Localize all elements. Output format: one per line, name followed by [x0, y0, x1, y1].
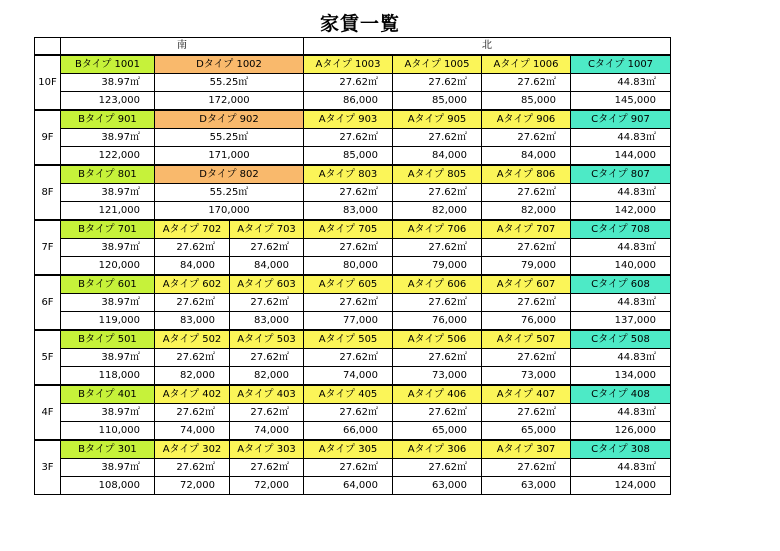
unit-label-cell: Aタイプ 403: [230, 385, 304, 404]
unit-rent-cell: 82,000: [482, 202, 571, 221]
region-south-label: 南: [61, 38, 304, 56]
unit-rent-cell: 65,000: [482, 422, 571, 441]
unit-rent-cell: 66,000: [304, 422, 393, 441]
floor-row-rent: [35, 202, 671, 221]
unit-label-cell: Aタイプ 703: [230, 220, 304, 239]
unit-label-cell: Bタイプ 601: [61, 275, 155, 294]
unit-rent-cell: 83,000: [304, 202, 393, 221]
region-north-label: 北: [304, 38, 671, 56]
unit-label-cell: Cタイプ 408: [571, 385, 671, 404]
unit-label-cell: Bタイプ 501: [61, 330, 155, 349]
floor-row-rent: [35, 312, 671, 331]
unit-area-cell: 44.83㎡: [571, 349, 671, 367]
unit-rent-cell: 83,000: [155, 312, 230, 331]
unit-label-cell: Cタイプ 807: [571, 165, 671, 184]
unit-label-cell: Aタイプ 406: [393, 385, 482, 404]
unit-area-cell: 27.62㎡: [230, 294, 304, 312]
floor-row-label: [35, 220, 671, 239]
unit-rent-cell: 110,000: [61, 422, 155, 441]
floor-row-label: [35, 165, 671, 184]
unit-label-cell: Bタイプ 1001: [61, 55, 155, 74]
unit-label-cell: Aタイプ 706: [393, 220, 482, 239]
unit-area-cell: 27.62㎡: [155, 404, 230, 422]
unit-rent-cell: 73,000: [482, 367, 571, 386]
unit-rent-cell: 63,000: [393, 477, 482, 495]
unit-area-cell: 27.62㎡: [482, 459, 571, 477]
unit-area-cell: 55.25㎡: [155, 129, 304, 147]
unit-rent-cell: 74,000: [230, 422, 304, 441]
unit-rent-cell: 72,000: [230, 477, 304, 495]
unit-label-cell: Aタイプ 502: [155, 330, 230, 349]
floor-row-area: [35, 459, 671, 477]
floor-row-area: [35, 184, 671, 202]
unit-label-cell: Aタイプ 305: [304, 440, 393, 459]
unit-label-cell: Cタイプ 907: [571, 110, 671, 129]
unit-area-cell: 38.97㎡: [61, 239, 155, 257]
unit-rent-cell: 85,000: [304, 147, 393, 166]
unit-area-cell: 27.62㎡: [482, 239, 571, 257]
floor-label: 9F: [35, 110, 61, 165]
floor-row-rent: [35, 367, 671, 386]
unit-label-cell: Bタイプ 301: [61, 440, 155, 459]
unit-label-cell: Bタイプ 901: [61, 110, 155, 129]
unit-rent-cell: 126,000: [571, 422, 671, 441]
unit-area-cell: 38.97㎡: [61, 74, 155, 92]
unit-area-cell: 27.62㎡: [304, 404, 393, 422]
unit-label-cell: Aタイプ 503: [230, 330, 304, 349]
unit-label-cell: Cタイプ 1007: [571, 55, 671, 74]
unit-label-cell: Aタイプ 302: [155, 440, 230, 459]
unit-label-cell: Aタイプ 607: [482, 275, 571, 294]
unit-area-cell: 27.62㎡: [393, 349, 482, 367]
unit-area-cell: 38.97㎡: [61, 184, 155, 202]
unit-label-cell: Aタイプ 906: [482, 110, 571, 129]
unit-label-cell: Dタイプ 902: [155, 110, 304, 129]
unit-area-cell: 27.62㎡: [482, 184, 571, 202]
unit-rent-cell: 85,000: [393, 92, 482, 111]
unit-label-cell: Dタイプ 1002: [155, 55, 304, 74]
unit-area-cell: 38.97㎡: [61, 294, 155, 312]
unit-area-cell: 38.97㎡: [61, 404, 155, 422]
unit-rent-cell: 65,000: [393, 422, 482, 441]
unit-rent-cell: 77,000: [304, 312, 393, 331]
unit-rent-cell: 63,000: [482, 477, 571, 495]
unit-rent-cell: 84,000: [482, 147, 571, 166]
floor-label: 3F: [35, 440, 61, 495]
unit-area-cell: 44.83㎡: [571, 129, 671, 147]
rent-table: [34, 37, 671, 495]
unit-rent-cell: 84,000: [230, 257, 304, 276]
unit-area-cell: 27.62㎡: [155, 349, 230, 367]
floor-row-rent: [35, 477, 671, 495]
unit-area-cell: 27.62㎡: [393, 239, 482, 257]
floor-label: 6F: [35, 275, 61, 330]
unit-area-cell: 27.62㎡: [304, 74, 393, 92]
unit-rent-cell: 76,000: [393, 312, 482, 331]
unit-rent-cell: 137,000: [571, 312, 671, 331]
unit-area-cell: 44.83㎡: [571, 239, 671, 257]
unit-rent-cell: 74,000: [155, 422, 230, 441]
unit-rent-cell: 64,000: [304, 477, 393, 495]
unit-label-cell: Aタイプ 605: [304, 275, 393, 294]
unit-rent-cell: 144,000: [571, 147, 671, 166]
unit-rent-cell: 82,000: [155, 367, 230, 386]
floor-row-area: [35, 404, 671, 422]
unit-rent-cell: 84,000: [393, 147, 482, 166]
unit-label-cell: Bタイプ 401: [61, 385, 155, 404]
unit-label-cell: Aタイプ 507: [482, 330, 571, 349]
unit-area-cell: 44.83㎡: [571, 294, 671, 312]
unit-area-cell: 27.62㎡: [393, 294, 482, 312]
unit-label-cell: Aタイプ 707: [482, 220, 571, 239]
page-title: 家賃一覧: [319, 13, 400, 35]
floor-row-rent: [35, 257, 671, 276]
floor-label: 4F: [35, 385, 61, 440]
unit-rent-cell: 74,000: [304, 367, 393, 386]
unit-rent-cell: 85,000: [482, 92, 571, 111]
unit-rent-cell: 120,000: [61, 257, 155, 276]
unit-label-cell: Aタイプ 1003: [304, 55, 393, 74]
unit-label-cell: Aタイプ 1006: [482, 55, 571, 74]
unit-area-cell: 27.62㎡: [155, 459, 230, 477]
unit-area-cell: 27.62㎡: [482, 404, 571, 422]
unit-label-cell: Aタイプ 505: [304, 330, 393, 349]
unit-label-cell: Cタイプ 708: [571, 220, 671, 239]
unit-label-cell: Aタイプ 603: [230, 275, 304, 294]
unit-label-cell: Aタイプ 506: [393, 330, 482, 349]
unit-rent-cell: 172,000: [155, 92, 304, 111]
unit-label-cell: Aタイプ 602: [155, 275, 230, 294]
region-header-row: [35, 38, 671, 56]
unit-label-cell: Bタイプ 701: [61, 220, 155, 239]
unit-rent-cell: 122,000: [61, 147, 155, 166]
unit-label-cell: Aタイプ 306: [393, 440, 482, 459]
unit-area-cell: 38.97㎡: [61, 349, 155, 367]
unit-rent-cell: 80,000: [304, 257, 393, 276]
floor-label: 7F: [35, 220, 61, 275]
unit-rent-cell: 72,000: [155, 477, 230, 495]
unit-area-cell: 27.62㎡: [155, 239, 230, 257]
floor-row-area: [35, 74, 671, 92]
unit-rent-cell: 121,000: [61, 202, 155, 221]
unit-label-cell: Aタイプ 402: [155, 385, 230, 404]
unit-area-cell: 44.83㎡: [571, 184, 671, 202]
unit-area-cell: 38.97㎡: [61, 129, 155, 147]
unit-area-cell: 44.83㎡: [571, 74, 671, 92]
unit-area-cell: 27.62㎡: [482, 129, 571, 147]
floor-row-rent: [35, 422, 671, 441]
floor-row-area: [35, 129, 671, 147]
unit-area-cell: 27.62㎡: [230, 404, 304, 422]
unit-area-cell: 27.62㎡: [482, 294, 571, 312]
unit-rent-cell: 170,000: [155, 202, 304, 221]
floor-row-label: [35, 440, 671, 459]
unit-label-cell: Aタイプ 606: [393, 275, 482, 294]
unit-rent-cell: 79,000: [393, 257, 482, 276]
unit-label-cell: Cタイプ 308: [571, 440, 671, 459]
unit-area-cell: 27.62㎡: [155, 294, 230, 312]
unit-rent-cell: 73,000: [393, 367, 482, 386]
unit-label-cell: Dタイプ 802: [155, 165, 304, 184]
floor-row-label: [35, 275, 671, 294]
unit-area-cell: 55.25㎡: [155, 74, 304, 92]
unit-rent-cell: 82,000: [230, 367, 304, 386]
floor-row-label: [35, 330, 671, 349]
unit-label-cell: Bタイプ 801: [61, 165, 155, 184]
floor-label: 8F: [35, 165, 61, 220]
unit-rent-cell: 119,000: [61, 312, 155, 331]
floor-row-rent: [35, 147, 671, 166]
unit-area-cell: 27.62㎡: [393, 404, 482, 422]
unit-label-cell: Cタイプ 508: [571, 330, 671, 349]
unit-rent-cell: 82,000: [393, 202, 482, 221]
unit-label-cell: Aタイプ 803: [304, 165, 393, 184]
unit-label-cell: Aタイプ 903: [304, 110, 393, 129]
unit-rent-cell: 145,000: [571, 92, 671, 111]
unit-label-cell: Aタイプ 303: [230, 440, 304, 459]
unit-area-cell: 44.83㎡: [571, 459, 671, 477]
unit-rent-cell: 142,000: [571, 202, 671, 221]
unit-area-cell: 27.62㎡: [304, 184, 393, 202]
unit-area-cell: 27.62㎡: [393, 459, 482, 477]
unit-rent-cell: 86,000: [304, 92, 393, 111]
region-corner-cell: [35, 38, 61, 56]
unit-rent-cell: 118,000: [61, 367, 155, 386]
floor-row-area: [35, 349, 671, 367]
floor-label: 10F: [35, 55, 61, 110]
unit-area-cell: 55.25㎡: [155, 184, 304, 202]
unit-area-cell: 44.83㎡: [571, 404, 671, 422]
unit-label-cell: Aタイプ 405: [304, 385, 393, 404]
unit-label-cell: Aタイプ 307: [482, 440, 571, 459]
unit-area-cell: 38.97㎡: [61, 459, 155, 477]
unit-area-cell: 27.62㎡: [304, 239, 393, 257]
unit-label-cell: Aタイプ 905: [393, 110, 482, 129]
floor-row-label: [35, 55, 671, 74]
unit-rent-cell: 79,000: [482, 257, 571, 276]
unit-area-cell: 27.62㎡: [482, 74, 571, 92]
unit-label-cell: Aタイプ 805: [393, 165, 482, 184]
unit-area-cell: 27.62㎡: [304, 294, 393, 312]
unit-area-cell: 27.62㎡: [230, 349, 304, 367]
unit-rent-cell: 171,000: [155, 147, 304, 166]
unit-rent-cell: 134,000: [571, 367, 671, 386]
unit-rent-cell: 124,000: [571, 477, 671, 495]
unit-area-cell: 27.62㎡: [304, 459, 393, 477]
unit-area-cell: 27.62㎡: [393, 184, 482, 202]
unit-rent-cell: 83,000: [230, 312, 304, 331]
unit-label-cell: Aタイプ 1005: [393, 55, 482, 74]
unit-rent-cell: 123,000: [61, 92, 155, 111]
unit-rent-cell: 108,000: [61, 477, 155, 495]
unit-area-cell: 27.62㎡: [304, 349, 393, 367]
unit-label-cell: Aタイプ 806: [482, 165, 571, 184]
unit-label-cell: Aタイプ 705: [304, 220, 393, 239]
unit-label-cell: Aタイプ 407: [482, 385, 571, 404]
floor-label: 5F: [35, 330, 61, 385]
unit-area-cell: 27.62㎡: [482, 349, 571, 367]
unit-area-cell: 27.62㎡: [230, 459, 304, 477]
floor-row-label: [35, 385, 671, 404]
unit-label-cell: Cタイプ 608: [571, 275, 671, 294]
unit-rent-cell: 76,000: [482, 312, 571, 331]
floor-row-rent: [35, 92, 671, 111]
unit-area-cell: 27.62㎡: [230, 239, 304, 257]
unit-area-cell: 27.62㎡: [393, 74, 482, 92]
unit-rent-cell: 140,000: [571, 257, 671, 276]
floor-row-area: [35, 239, 671, 257]
unit-label-cell: Aタイプ 702: [155, 220, 230, 239]
unit-area-cell: 27.62㎡: [393, 129, 482, 147]
floor-row-area: [35, 294, 671, 312]
unit-rent-cell: 84,000: [155, 257, 230, 276]
unit-area-cell: 27.62㎡: [304, 129, 393, 147]
floor-row-label: [35, 110, 671, 129]
